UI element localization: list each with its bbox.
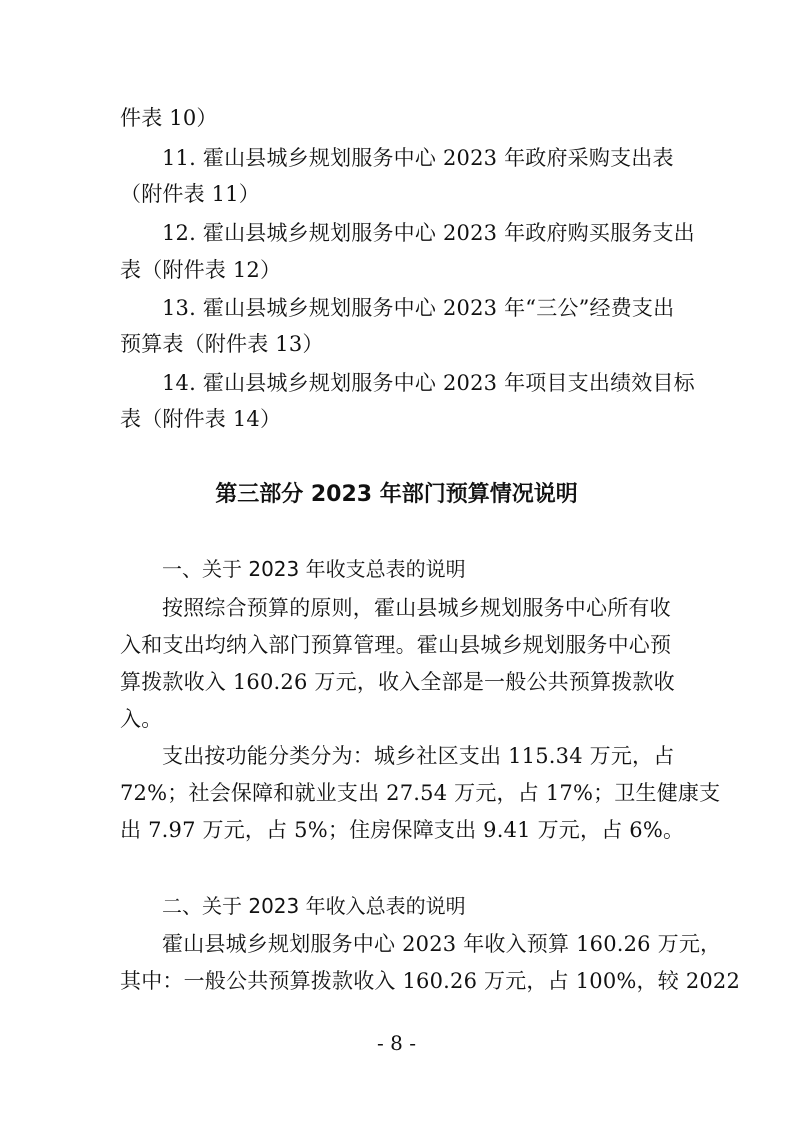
section1-para1-line4: 入。: [120, 707, 163, 731]
list-item-12-line2: 表（附件表 12）: [120, 258, 282, 282]
section2-heading: 二、关于 2023 年收入总表的说明: [162, 894, 466, 918]
section1-para2-line3: 出 7.97 万元，占 5%；住房保障支出 9.41 万元，占 6%。: [120, 818, 685, 842]
list-item-10-continuation: 件表 10）: [120, 106, 218, 130]
section1-para2-line2: 72%；社会保障和就业支出 27.54 万元，占 17%；卫生健康支: [120, 781, 721, 805]
list-item-14-line2: 表（附件表 14）: [120, 407, 282, 431]
part-title: 第三部分 2023 年部门预算情况说明: [215, 482, 578, 507]
section1-para1-line2: 入和支出均纳入部门预算管理。霍山县城乡规划服务中心预: [120, 633, 672, 657]
section1-heading: 一、关于 2023 年收支总表的说明: [162, 557, 466, 581]
list-item-13-line2: 预算表（附件表 13）: [120, 332, 324, 356]
section1-para1-line1: 按照综合预算的原则，霍山县城乡规划服务中心所有收: [162, 596, 671, 620]
list-item-12-line1: 12. 霍山县城乡规划服务中心 2023 年政府购买服务支出: [162, 221, 695, 245]
list-item-13-line1: 13. 霍山县城乡规划服务中心 2023 年“三公”经费支出: [162, 296, 675, 320]
section2-para1-line2: 其中：一般公共预算拨款收入 160.26 万元，占 100%，较 2022: [120, 969, 741, 993]
page-number: - 8 -: [377, 1031, 416, 1055]
section2-para1-line1: 霍山县城乡规划服务中心 2023 年收入预算 160.26 万元，: [162, 932, 722, 956]
list-item-14-line1: 14. 霍山县城乡规划服务中心 2023 年项目支出绩效目标: [162, 371, 695, 395]
list-item-11-line1: 11. 霍山县城乡规划服务中心 2023 年政府采购支出表: [162, 146, 674, 170]
list-item-11-line2: （附件表 11）: [120, 182, 260, 206]
section1-para2-line1: 支出按功能分类分为：城乡社区支出 115.34 万元，占: [162, 744, 675, 768]
section1-para1-line3: 算拨款收入 160.26 万元，收入全部是一般公共预算拨款收: [120, 670, 675, 694]
